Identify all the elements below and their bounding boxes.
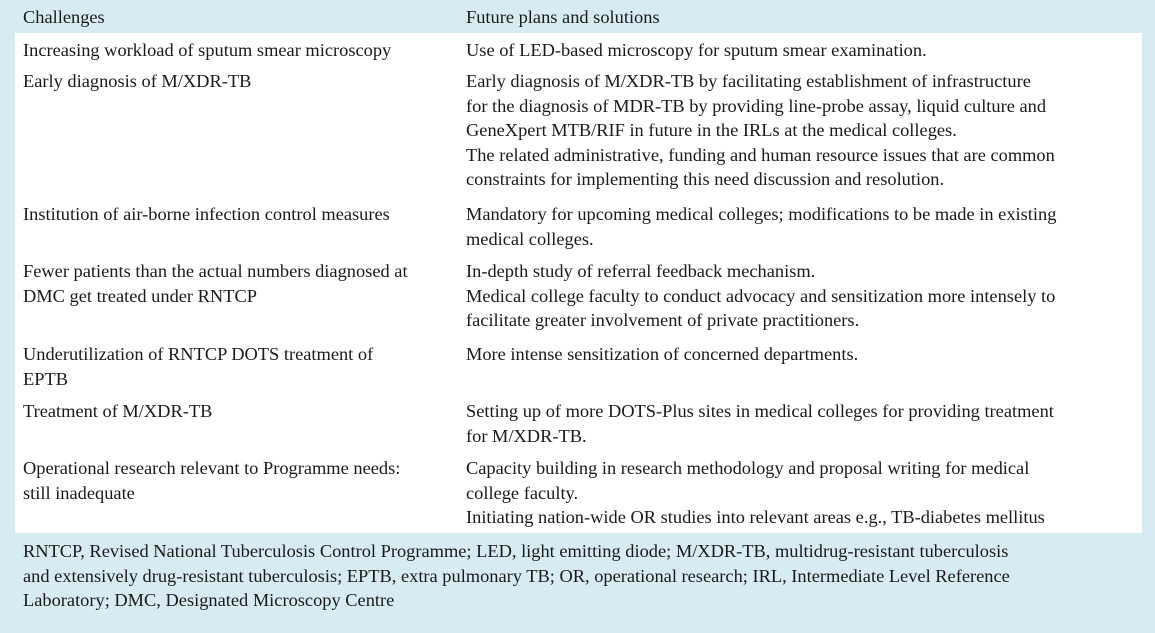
solution-line: The related administrative, funding and human resource issues that are common	[466, 144, 1055, 165]
solution-line: Initiating nation-wide OR studies into relevant areas e.g., TB-diabetes mellitus	[466, 507, 1045, 527]
solution-cell	[466, 342, 1133, 367]
solution-line: constraints for implementing this need discussion and resolution.	[466, 169, 945, 189]
solution-line: Setting up of more DOTS-Plus sites in medical colleges for providing treatment	[466, 401, 1054, 421]
solution-cell	[466, 69, 1133, 192]
solution-line: Medical college faculty to conduct advocacy and sensitization more intensely to	[466, 285, 1056, 306]
challenge-line: Fewer patients than the actual numbers diagnosed at	[23, 261, 408, 281]
challenge-line: Increasing workload of sputum smear microscopy	[23, 40, 392, 60]
challenge-line: Treatment of M/XDR-TB	[23, 401, 213, 421]
challenge-line: Underutilization of RNTCP DOTS treatment of	[23, 344, 374, 364]
solution-line: medical colleges.	[466, 228, 594, 249]
solution-line: Use of LED-based microscopy for sputum smear examination.	[466, 40, 927, 60]
challenge-line: DMC get treated under RNTCP	[23, 285, 257, 306]
solution-line: In-depth study of referral feedback mechanism.	[466, 261, 816, 281]
column-header-challenges: Challenges	[23, 7, 105, 27]
challenge-cell	[23, 69, 453, 94]
footnote-line: and extensively drug-resistant tuberculosis; EPTB, extra pulmonary TB; OR, operational research; IRL, Intermediate Level Reference	[23, 565, 1010, 586]
challenge-cell	[23, 399, 453, 424]
challenge-line: Operational research relevant to Programme needs:	[23, 458, 401, 478]
table-header	[0, 0, 1155, 33]
footnote-line: Laboratory; DMC, Designated Microscopy Centre	[23, 590, 395, 610]
challenge-cell	[23, 202, 453, 227]
challenge-cell	[23, 342, 453, 391]
solution-line: Early diagnosis of M/XDR-TB by facilitating establishment of infrastructure	[466, 71, 1031, 91]
challenge-line: Institution of air-borne infection control measures	[23, 204, 390, 224]
challenge-line: EPTB	[23, 368, 68, 389]
solution-cell	[466, 259, 1133, 333]
column-header-plans: Future plans and solutions	[466, 7, 660, 27]
solution-line: Capacity building in research methodology and proposal writing for medical	[466, 458, 1030, 478]
challenge-cell	[23, 456, 453, 505]
solution-line: facilitate greater involvement of private practitioners.	[466, 310, 860, 330]
solution-cell	[466, 202, 1133, 251]
solution-line: for the diagnosis of MDR-TB by providing line-probe assay, liquid culture and	[466, 95, 1047, 116]
solution-line: college faculty.	[466, 482, 579, 503]
table-footnote	[23, 539, 1136, 613]
solution-line: More intense sensitization of concerned departments.	[466, 344, 859, 364]
solution-cell	[466, 456, 1133, 530]
challenge-line: Early diagnosis of M/XDR-TB	[23, 71, 252, 91]
table-body	[15, 33, 1142, 533]
solution-line: Mandatory for upcoming medical colleges; modifications to be made in existing	[466, 204, 1057, 224]
solution-cell	[466, 38, 1133, 63]
solution-line: GeneXpert MTB/RIF in future in the IRLs at the medical colleges.	[466, 120, 957, 140]
solution-line: for M/XDR-TB.	[466, 425, 587, 446]
challenge-line: still inadequate	[23, 482, 135, 503]
challenge-cell	[23, 38, 453, 63]
challenge-cell	[23, 259, 453, 308]
footnote-line: RNTCP, Revised National Tuberculosis Control Programme; LED, light emitting diode; M/XDR-TB, multidrug-resistant tuberculosis	[23, 541, 1009, 561]
solution-cell	[466, 399, 1133, 448]
